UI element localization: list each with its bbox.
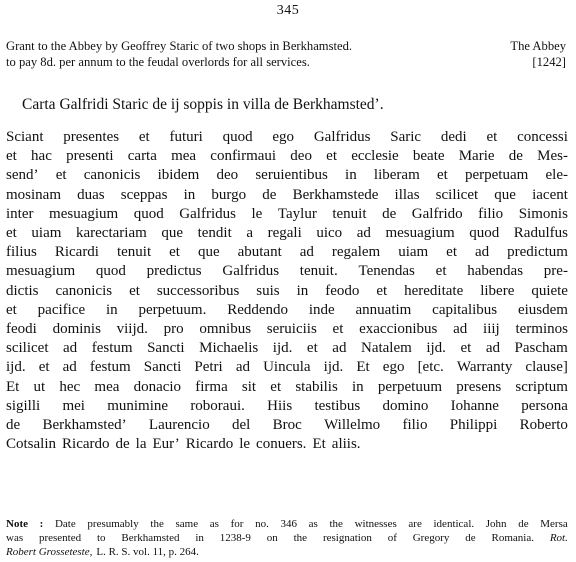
charter-word: predictum: [507, 244, 568, 261]
charter-word: ijd.: [272, 340, 293, 357]
charter-word: feodo: [325, 282, 360, 299]
note-word: de: [518, 518, 529, 530]
charter-word: mesuagium: [49, 205, 119, 222]
charter-word: burgo: [211, 186, 247, 203]
charter-word: quod: [469, 225, 500, 242]
charter-word: perpetuum.: [138, 301, 207, 318]
charter-word: deo: [290, 148, 312, 165]
charter-word: festum: [91, 340, 133, 357]
note-word: Note: [6, 518, 28, 530]
charter-word: uico: [316, 225, 343, 242]
charter-line: [6, 358, 568, 377]
charter-word: et: [460, 340, 472, 357]
charter-word: feodi: [6, 321, 37, 338]
note-word: was: [6, 532, 24, 545]
charter-word: concessi: [517, 129, 568, 145]
charter-word: que: [197, 244, 220, 261]
charter-word: seruientibus: [255, 167, 328, 184]
charter-word: Galfrido: [411, 205, 463, 222]
note-word: in: [195, 532, 204, 545]
charter-word: et: [169, 244, 180, 261]
charter-word: Et: [312, 436, 326, 453]
charter-word: mesuagium: [6, 263, 76, 280]
charter-word: inde: [308, 301, 335, 318]
charter-word: terminos: [515, 321, 568, 338]
charter-word: Sancti: [143, 359, 182, 376]
charter-word: tenuit: [332, 205, 367, 222]
note-word: the: [329, 518, 343, 530]
charter-word: aliis.: [331, 436, 361, 453]
charter-word: ibidem: [157, 167, 200, 184]
note: [6, 517, 568, 560]
charter-word: dominis: [52, 321, 101, 338]
charter-word: Berkhamsted’: [42, 417, 127, 434]
charter-word: que: [494, 186, 516, 203]
charter-line: [6, 224, 568, 243]
charter-word: Michaelis: [199, 340, 259, 357]
charter-word: Galfridus: [313, 129, 371, 145]
charter-line: [6, 416, 568, 435]
charter-word: tendit: [197, 225, 232, 242]
charter-word: mea: [94, 378, 120, 395]
summary: [6, 38, 566, 70]
note-word: presumably: [87, 518, 139, 530]
charter-heading: Carta Galfridi Staric de ij soppis in villa de Berkhamsted’.: [22, 96, 384, 113]
charter-word: et: [435, 263, 447, 280]
charter-word: Galfridus: [179, 205, 236, 222]
charter-word: deo: [216, 167, 239, 184]
charter-word: sceppas: [120, 186, 168, 203]
charter-word: tenuit.: [299, 263, 338, 280]
charter-word: stabilis: [295, 378, 338, 395]
charter-word: Hiis: [267, 397, 293, 414]
charter-word: et: [332, 321, 344, 338]
note-word: identical.: [433, 518, 475, 530]
charter-word: et: [376, 282, 388, 299]
charter-word: clause]: [525, 359, 568, 376]
note-word: are: [408, 518, 422, 530]
charter-word: mesuagium: [385, 225, 455, 242]
charter-word: futuri: [169, 129, 203, 145]
charter-line: [6, 147, 568, 166]
charter-word: tenuit: [116, 244, 152, 261]
charter-word: presentes: [63, 129, 120, 145]
charter-word: dictis: [6, 282, 39, 299]
note-line-3: [6, 545, 568, 559]
charter-word: et: [306, 340, 318, 357]
charter-word: in: [296, 282, 309, 299]
note-word: to: [96, 532, 106, 545]
note-word: Gregory: [412, 532, 450, 545]
charter-word: ad: [485, 340, 500, 357]
charter-word: Et: [356, 359, 370, 376]
charter-line: [6, 243, 568, 262]
charter-word: la: [135, 436, 147, 453]
charter-word: et: [6, 301, 17, 318]
charter-word: filius: [6, 244, 37, 261]
charter-word: scriptum: [515, 378, 568, 395]
charter-word: confirmaui: [210, 148, 277, 165]
charter-word: sigilli: [6, 397, 41, 414]
charter-line: [6, 186, 568, 205]
charter-word: Et: [6, 378, 20, 395]
page-number: 345: [276, 3, 300, 18]
note-word: John: [485, 518, 507, 530]
charter-word: capitalibus: [432, 301, 498, 318]
charter-word: ad: [453, 321, 468, 338]
charter-word: duas: [77, 186, 105, 203]
charter-word: Ricardo: [62, 436, 110, 453]
charter-line: [6, 320, 568, 339]
charter-word: filio: [402, 417, 428, 434]
charter-word: uiam: [31, 225, 62, 242]
charter-word: Petri: [194, 359, 223, 376]
charter-word: de: [262, 186, 277, 203]
charter-word: Laurencio: [148, 417, 210, 434]
charter-word: de: [382, 205, 397, 222]
note-word: Romania.: [491, 532, 534, 545]
charter-word: de: [508, 148, 523, 165]
charter-word: in: [105, 301, 118, 318]
charter-word: Mes-: [537, 148, 568, 165]
charter-word: dedi: [440, 129, 467, 145]
charter-word: et: [436, 167, 448, 184]
charter-word: sit: [241, 378, 257, 395]
charter-word: ele-: [545, 167, 568, 184]
charter-word: del: [232, 417, 251, 434]
charter-word: suis: [256, 282, 280, 299]
note-word: the: [293, 532, 308, 545]
charter-word: liberam: [373, 167, 420, 184]
charter-word: de: [6, 417, 21, 434]
charter-word: et: [138, 129, 150, 145]
charter-word: le: [239, 436, 251, 453]
charter-word: seruiciis: [266, 321, 317, 338]
charter-word: quiete: [531, 282, 568, 299]
note-word: witnesses: [354, 518, 397, 530]
charter-word: perpetuum: [377, 378, 443, 395]
charter-word: exaccionibus: [359, 321, 438, 338]
charter-word: omnibus: [199, 321, 252, 338]
note-word: de: [465, 532, 476, 545]
charter-word: predictus: [146, 263, 202, 280]
charter-word: regalem: [331, 244, 381, 261]
charter-word: mea: [171, 148, 197, 165]
charter-word: et: [486, 129, 498, 145]
note-word: presented: [38, 532, 82, 545]
charter-word: Warranty: [456, 359, 513, 376]
charter-word: Marie: [458, 148, 495, 165]
charter-word: conuers.: [256, 436, 307, 453]
charter-word: Philippi: [449, 417, 498, 434]
charter-word: et: [446, 244, 457, 261]
charter-word: Sciant: [6, 129, 44, 145]
charter-word: libere: [480, 282, 515, 299]
charter-word: filio: [478, 205, 504, 222]
charter-word: Saric: [390, 129, 422, 145]
charter-word: karectariam: [75, 225, 147, 242]
summary-text: The Abbey: [510, 39, 566, 53]
charter-word: festum: [89, 359, 131, 376]
note-word: Mersa: [540, 518, 568, 530]
charter-line: [6, 378, 568, 397]
note-word: of: [387, 532, 397, 545]
charter-word: ijd.: [426, 340, 446, 357]
charter-word: ego: [272, 129, 295, 145]
charter-word: Simonis: [518, 205, 568, 222]
note-line-1: [6, 517, 568, 531]
charter-word: abutant: [237, 244, 282, 261]
charter-word: ijd.: [323, 359, 344, 376]
charter-word: Iohanne: [450, 397, 499, 414]
charter-word: scilicet: [6, 340, 49, 357]
charter-word: Reddendo: [227, 301, 289, 318]
summary-text: Grant to the Abbey by Geoffrey Staric of two shops in Berkhamsted.: [6, 39, 353, 53]
charter-word: de: [115, 436, 130, 453]
charter-word: ad: [63, 340, 78, 357]
charter-word: canonicis: [83, 167, 141, 184]
charter-word: ut: [33, 378, 46, 395]
charter-word: viijd.: [116, 321, 148, 338]
charter-line: [6, 262, 568, 281]
charter-word: [etc.: [417, 359, 444, 376]
charter-word: carta: [127, 148, 157, 165]
note-word: the: [150, 518, 164, 530]
note-word: Rot.: [549, 532, 568, 545]
charter-line: [6, 128, 568, 147]
note-word: :: [39, 518, 44, 530]
charter-word: eiusdem: [517, 301, 568, 318]
charter-word: Pascham: [514, 340, 568, 357]
charter-word: quod: [133, 205, 164, 222]
charter-word: Tenendas: [358, 263, 415, 280]
charter-line: [6, 301, 568, 320]
charter-word: Ricardo: [185, 436, 234, 453]
charter-line: [6, 339, 568, 358]
charter-word: Galfridus: [222, 263, 280, 280]
charter-line: [6, 397, 568, 416]
note-word: as: [209, 518, 219, 530]
charter-word: le: [251, 205, 263, 222]
charter-word: regali: [267, 225, 302, 242]
charter-word: ad: [235, 359, 250, 376]
charter-word: Willelmo: [324, 417, 381, 434]
charter-text: [6, 128, 568, 454]
charter-word: donacio: [133, 378, 182, 395]
charter-word: iiij: [483, 321, 500, 338]
charter-word: Sancti: [147, 340, 185, 357]
charter-word: a: [246, 225, 254, 242]
charter-word: Ricardi: [54, 244, 99, 261]
charter-word: uiam: [398, 244, 429, 261]
note-citation-title: Robert Grosseteste,: [6, 546, 93, 559]
charter-word: presens: [456, 378, 502, 395]
charter-word: munimine: [107, 397, 169, 414]
note-line-2: [6, 531, 568, 545]
charter-word: iacent: [532, 186, 568, 203]
charter-word: in: [352, 378, 364, 395]
charter-word: pro: [163, 321, 184, 338]
charter-word: ad: [474, 244, 490, 261]
note-word: same: [175, 518, 199, 530]
charter-word: Taylur: [277, 205, 317, 222]
charter-word: ad: [299, 244, 314, 261]
note-word: Date: [54, 518, 76, 530]
charter-word: Eur’: [152, 436, 180, 453]
note-word: on: [266, 532, 278, 545]
charter-line: [6, 282, 568, 301]
charter-word: persona: [521, 397, 568, 414]
charter-word: roboraui.: [190, 397, 245, 414]
charter-word: annuatim: [355, 301, 412, 318]
charter-word: inter: [6, 205, 34, 222]
charter-word: in: [345, 167, 357, 184]
charter-line: [6, 435, 568, 454]
charter-word: canonicis: [55, 282, 113, 299]
note-citation-ref: L. R. S. vol. 11, p. 264.: [96, 546, 199, 559]
note-word: 1238-9: [219, 532, 251, 545]
date-bracket: [1242]: [532, 55, 566, 69]
charter-word: et: [6, 148, 17, 165]
note-word: 346: [280, 518, 297, 530]
charter-word: pre-: [543, 263, 568, 280]
charter-word: et: [6, 225, 17, 242]
charter-word: et: [326, 148, 337, 165]
charter-word: in: [183, 186, 196, 203]
charter-word: mosinam: [6, 186, 61, 203]
charter-line: [6, 166, 568, 185]
charter-word: Uincula: [263, 359, 311, 376]
charter-word: pacifice: [37, 301, 86, 318]
charter-word: beate: [412, 148, 445, 165]
charter-word: Cotsalin: [6, 436, 57, 453]
charter-word: presenti: [66, 148, 114, 165]
note-word: for: [230, 518, 244, 530]
charter-word: et: [38, 359, 50, 376]
charter-word: et: [129, 282, 140, 299]
charter-word: quod: [222, 129, 253, 145]
charter-word: hac: [31, 148, 52, 165]
charter-word: ego: [382, 359, 405, 376]
charter-word: Berkhamstede: [292, 186, 379, 203]
note-word: Berkhamsted: [121, 532, 180, 545]
charter-word: quod: [95, 263, 126, 280]
charter-word: testibus: [314, 397, 361, 414]
charter-word: ecclesie: [351, 148, 399, 165]
charter-word: Radulfus: [513, 225, 568, 242]
charter-word: Natalem: [360, 340, 412, 357]
note-word: resignation: [322, 532, 372, 545]
charter-word: ad: [62, 359, 77, 376]
charter-word: hec: [59, 378, 81, 395]
charter-word: ijd.: [6, 359, 26, 376]
charter-word: ad: [356, 225, 371, 242]
charter-word: scilicet: [435, 186, 479, 203]
charter-word: send’: [6, 167, 39, 184]
charter-word: Broc: [272, 417, 302, 434]
charter-word: domino: [382, 397, 429, 414]
summary-text: to pay 8d. per annum to the feudal overlords for all services.: [6, 55, 310, 69]
charter-word: illas: [394, 186, 420, 203]
charter-word: perpetuam: [464, 167, 529, 184]
charter-word: firma: [195, 378, 228, 395]
charter-word: successoribus: [156, 282, 240, 299]
summary-line-1: [6, 38, 566, 54]
charter-word: hereditate: [404, 282, 464, 299]
note-word: no.: [255, 518, 269, 530]
charter-word: habendas: [467, 263, 524, 280]
charter-word: ad: [332, 340, 347, 357]
charter-word: Roberto: [519, 417, 568, 434]
charter-line: [6, 205, 568, 224]
note-word: as: [308, 518, 318, 530]
charter-word: et: [55, 167, 67, 184]
charter-word: que: [161, 225, 184, 242]
charter-word: mei: [62, 397, 85, 414]
charter-word: et: [270, 378, 282, 395]
summary-line-2: [6, 54, 566, 70]
